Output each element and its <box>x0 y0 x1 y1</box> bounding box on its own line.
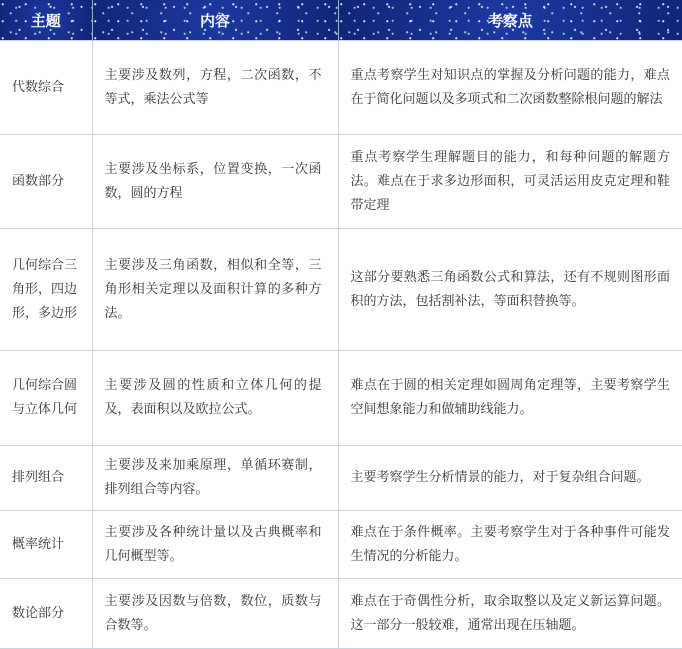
topic-cell: 函数部分 <box>0 135 92 229</box>
table-row <box>0 41 682 135</box>
table-row <box>0 229 682 351</box>
key-points-cell: 难点在于圆的相关定理如圆周角定理等，主要考察学生空间想象能力和做辅助线能力。 <box>338 351 682 446</box>
header-row <box>0 0 682 41</box>
table-row <box>0 351 682 446</box>
content-cell: 主要涉及因数与倍数，数位，质数与合数等。 <box>92 579 338 649</box>
key-points-cell: 难点在于条件概率。主要考察学生对于各种事件可能发生情况的分析能力。 <box>338 511 682 579</box>
topic-cell: 几何综合圆与立体几何 <box>0 351 92 446</box>
content-cell: 主要涉及三角函数，相似和全等，三角形相关定理以及面积计算的多种方法。 <box>92 229 338 351</box>
topic-cell: 数论部分 <box>0 579 92 649</box>
topic-cell: 概率统计 <box>0 511 92 579</box>
content-cell: 主要涉及各种统计量以及古典概率和几何概型等。 <box>92 511 338 579</box>
table-row <box>0 446 682 511</box>
topic-cell: 代数综合 <box>0 41 92 135</box>
header-key-points: 考察点 <box>338 0 682 41</box>
topic-cell: 排列组合 <box>0 446 92 511</box>
content-cell: 主要涉及坐标系，位置变换，一次函数，圆的方程 <box>92 135 338 229</box>
key-points-cell: 重点考察学生对知识点的掌握及分析问题的能力，难点在于简化问题以及多项式和二次函数整除根问题的解法 <box>338 41 682 135</box>
content-cell: 主要涉及数列，方程，二次函数，不等式，乘法公式等 <box>92 41 338 135</box>
key-points-cell: 难点在于奇偶性分析，取余取整以及定义新运算问题。这一部分一般较难，通常出现在压轴题。 <box>338 579 682 649</box>
key-points-cell: 重点考察学生理解题目的能力，和每种问题的解题方法。难点在于求多边形面积，可灵活运用皮克定理和鞋带定理 <box>338 135 682 229</box>
table-row <box>0 135 682 229</box>
table-row <box>0 511 682 579</box>
header-topic: 主题 <box>0 0 92 41</box>
topic-cell: 几何综合三角形，四边形，多边形 <box>0 229 92 351</box>
table-row <box>0 579 682 649</box>
key-points-cell: 主要考察学生分析情景的能力，对于复杂组合问题。 <box>338 446 682 511</box>
key-points-cell: 这部分要熟悉三角函数公式和算法，还有不规则图形面积的方法，包括割补法，等面积替换等。 <box>338 229 682 351</box>
header-content: 内容 <box>92 0 338 41</box>
content-cell: 主要涉及圆的性质和立体几何的提及，表面积以及欧拉公式。 <box>92 351 338 446</box>
content-cell: 主要涉及来加乘原理，单循环赛制，排列组合等内容。 <box>92 446 338 511</box>
